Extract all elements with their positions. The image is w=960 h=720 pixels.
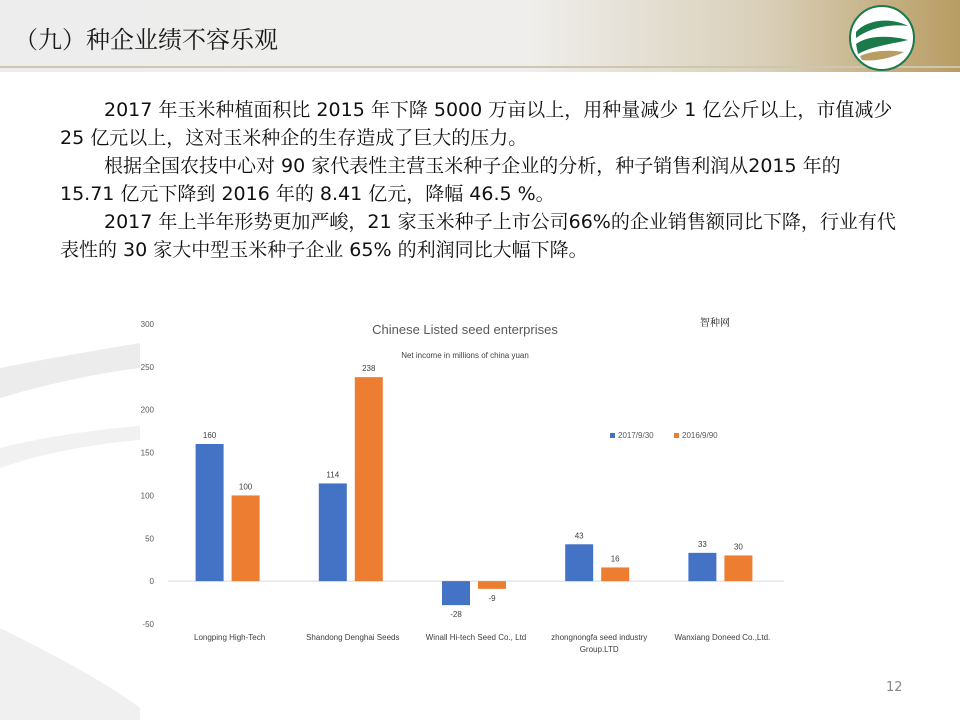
- y-tick-label: 0: [149, 577, 154, 587]
- bar: [478, 581, 506, 589]
- body-text: [60, 96, 900, 264]
- bar: [442, 581, 470, 605]
- slide-title: （九）种企业绩不容乐观: [14, 26, 278, 54]
- y-tick-label: 50: [145, 534, 154, 544]
- bar: [232, 495, 260, 581]
- legend-label: 2016/9/90: [682, 431, 718, 440]
- bar: [355, 377, 383, 581]
- chart-source-label: 智种网: [700, 318, 730, 329]
- company-logo-icon: [848, 4, 916, 72]
- y-tick-label: -50: [142, 620, 154, 629]
- data-label: 100: [238, 482, 253, 492]
- data-label: 114: [326, 470, 340, 480]
- data-label: 43: [574, 531, 584, 541]
- page-number: 12: [886, 680, 903, 695]
- legend-swatch: [610, 433, 615, 438]
- chart-title: Chinese Listed seed enterprises: [372, 322, 558, 337]
- y-tick-label: 300: [140, 320, 154, 329]
- bar: [319, 483, 347, 581]
- x-tick-label: Shandong Denghai Seeds: [306, 633, 400, 642]
- data-label: 33: [697, 539, 707, 549]
- x-tick-label: zhongnongfa seed industry: [551, 633, 648, 642]
- x-tick-label: Wanxiang Doneed Co.,Ltd.: [674, 633, 771, 642]
- x-tick-label: Winall Hi-tech Seed Co., Ltd: [425, 633, 527, 642]
- data-label: 30: [733, 542, 743, 552]
- y-tick-label: 100: [140, 491, 154, 501]
- paragraph-3: 2017 年上半年形势更加严峻，21 家玉米种子上市公司66%的企业销售额同比下降，行业有代表性的 30 家大中型玉米种子企业 65% 的利润同比大幅下降。: [60, 211, 896, 261]
- bar: [601, 567, 629, 581]
- data-label: 16: [610, 554, 620, 564]
- bar: [196, 444, 224, 581]
- x-tick-label: Group.LTD: [579, 645, 619, 654]
- data-label: -9: [488, 593, 496, 603]
- header-divider: [0, 66, 960, 68]
- chart-subtitle: Net income in millions of china yuan: [401, 351, 529, 360]
- bar: [688, 553, 716, 581]
- y-tick-label: 150: [140, 448, 154, 458]
- data-label: 160: [202, 431, 217, 440]
- y-tick-label: 250: [140, 362, 154, 372]
- legend-swatch: [674, 433, 679, 438]
- data-label: -28: [450, 610, 462, 620]
- paragraph-1: 2017 年玉米种植面积比 2015 年下降 5000 万亩以上，用种量减少 1 亿公斤以上，市值减少 25 亿元以上，这对玉米种企的生存造成了巨大的压力。: [60, 99, 893, 149]
- bar: [565, 544, 593, 581]
- net-income-bar-chart: [120, 300, 800, 680]
- y-tick-label: 200: [140, 405, 154, 415]
- legend-label: 2017/9/30: [618, 431, 654, 440]
- paragraph-2: 根据全国农技中心对 90 家代表性主营玉米种子企业的分析，种子销售利润从2015 年的 15.71 亿元下降到 2016 年的 8.41 亿元，降幅 46.5 %。: [60, 155, 841, 205]
- data-label: 238: [362, 364, 376, 374]
- x-tick-label: Longping High-Tech: [194, 633, 266, 642]
- bar: [724, 555, 752, 581]
